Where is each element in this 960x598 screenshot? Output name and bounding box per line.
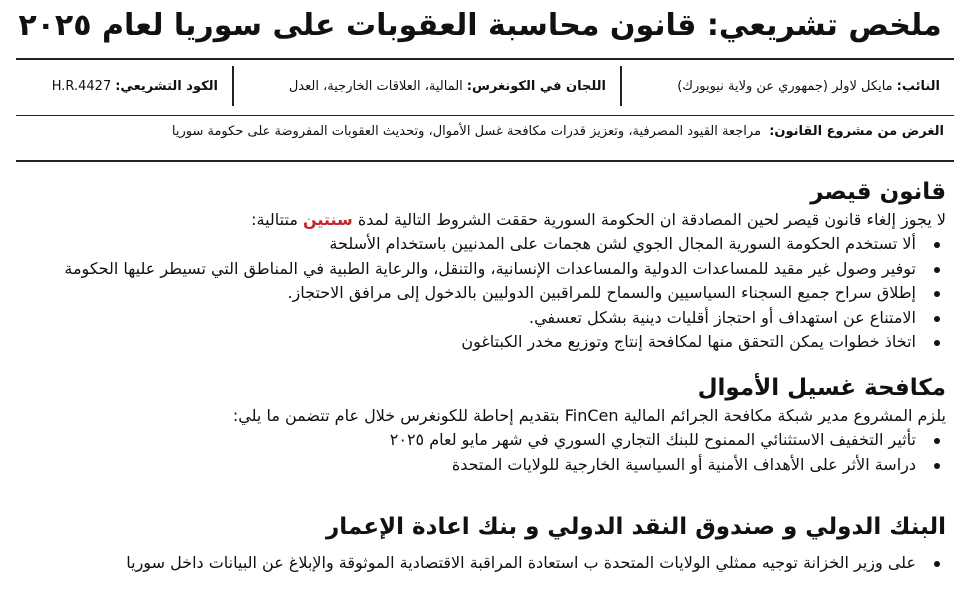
divider-purpose xyxy=(16,160,954,162)
code-value: H.R.4427 xyxy=(51,78,112,94)
list-item: توفير وصول غير مقيد للمساعدات الدولية والمساعدات الإنسانية، والتنقل، والرعاية الطبية في المناطق التي تسيطر عليها الحكومة xyxy=(2,257,926,282)
aml-section xyxy=(2,372,946,477)
committees-cell xyxy=(232,66,622,106)
list-item: دراسة الأثر على الأهداف الأمنية أو السياسية الخارجية للولايات المتحدة xyxy=(2,453,926,478)
caesar-heading: قانون قيصر xyxy=(810,179,946,205)
aml-intro: يلزم المشروع مدير شبكة مكافحة الجرائم المالية FinCen بتقديم إحاطة للكونغرس خلال عام تتضمن ما يلي: xyxy=(232,406,946,425)
divider-meta xyxy=(16,115,954,116)
caesar-section xyxy=(2,176,946,355)
caesar-intro-highlight: سنتين xyxy=(303,210,353,229)
committees-value: المالية، العلاقات الخارجية، العدل xyxy=(288,78,463,94)
banks-heading: البنك الدولي و صندوق النقد الدولي و بنك اعادة الإعمار xyxy=(326,514,946,540)
aml-list xyxy=(2,428,946,477)
page-title: ملخص تشريعي: قانون محاسبة العقوبات على سوريا لعام ٢٠٢٥ xyxy=(18,8,942,43)
purpose-label: الغرض من مشروع القانون: xyxy=(769,124,944,139)
divider-top xyxy=(16,58,954,60)
code-cell xyxy=(16,66,232,106)
caesar-intro xyxy=(2,208,946,232)
sponsor-label: النائب: xyxy=(896,78,940,94)
list-item: على وزير الخزانة توجيه ممثلي الولايات المتحدة ب استعادة المراقبة الاقتصادية الموثوقة والإبلاغ عن البيانات داخل سوريا xyxy=(2,551,926,576)
sponsor-cell xyxy=(622,66,954,106)
list-item: تأثير التخفيف الاستثنائي الممنوح للبنك التجاري السوري في شهر مايو لعام ٢٠٢٥ xyxy=(2,428,926,453)
aml-heading: مكافحة غسيل الأموال xyxy=(697,375,946,401)
banks-list xyxy=(2,551,946,576)
list-item: الامتناع عن استهداف أو احتجاز أقليات دينية بشكل تعسفي. xyxy=(2,306,926,331)
list-item: ألا تستخدم الحكومة السورية المجال الجوي لشن هجمات على المدنيين باستخدام الأسلحة xyxy=(2,232,926,257)
sponsor-value: مايكل لاولر (جمهوري عن ولاية نيويورك) xyxy=(677,78,893,94)
purpose-value: مراجعة القيود المصرفية، وتعزيز قدرات مكافحة غسل الأموال، وتحديث العقوبات المفروضة على حكومة سوريا xyxy=(171,124,762,139)
list-item: اتخاذ خطوات يمكن التحقق منها لمكافحة إنتاج وتوزيع مخدر الكبتاغون xyxy=(2,330,926,355)
caesar-conditions-list xyxy=(2,232,946,355)
code-label: الكود التشريعي: xyxy=(115,78,218,94)
caesar-intro-before: لا يجوز إلغاء قانون قيصر لحين المصادقة ان الحكومة السورية حققت الشروط التالية لمدة xyxy=(357,210,946,229)
list-item: إطلاق سراح جميع السجناء السياسيين والسماح للمراقبين الدوليين بالدخول إلى مرافق الاحتجاز. xyxy=(2,281,926,306)
committees-label: اللجان في الكونغرس: xyxy=(466,78,606,94)
caesar-intro-after: متتالية: xyxy=(251,210,298,229)
banks-section xyxy=(2,511,946,576)
meta-row xyxy=(16,66,954,106)
purpose-line xyxy=(6,124,944,139)
